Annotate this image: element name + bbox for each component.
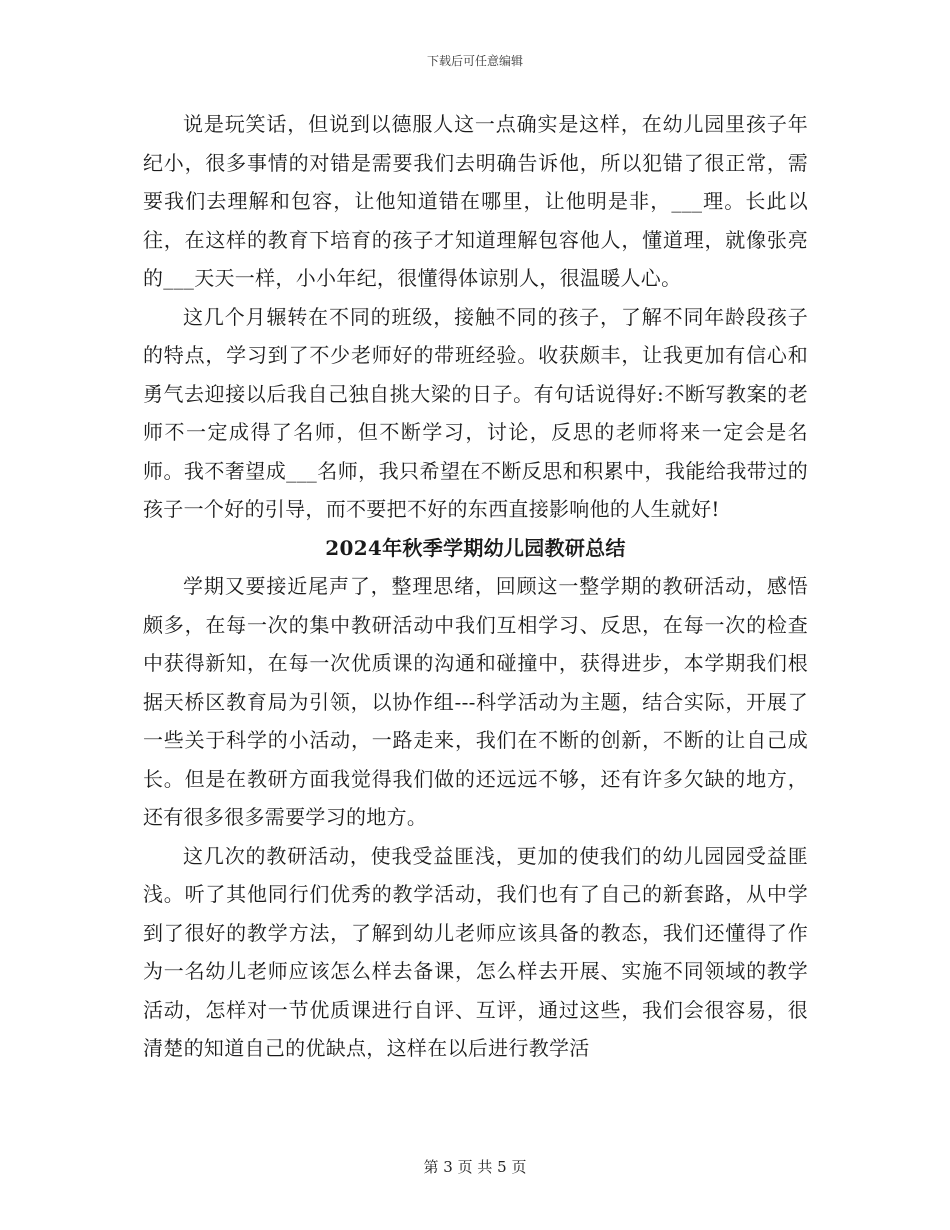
section-title: 2024年秋季学期幼儿园教研总结 [325,535,626,560]
paragraph: 说是玩笑话，但说到以德服人这一点确实是这样，在幼儿园里孩子年纪小，很多事情的对错是需要我们去明确告诉他，所以犯错了很正常，需要我们去理解和包容，让他知道错在哪里，让他明是非，___理。长此以往，在这样的教育下培育的孩子才知道理解包容他人，懂道理，就像张亮的___天天一样，小小年纪，很懂得体谅别人，很温暖人心。 [143,112,808,290]
document-body [143,105,808,1068]
paragraph: 学期又要接近尾声了，整理思绪，回顾这一整学期的教研活动，感悟颇多，在每一次的集中教研活动中我们互相学习、反思，在每一次的检查中获得新知，在每一次优质课的沟通和碰撞中，获得进步，本学期我们根据天桥区教育局为引领，以协作组---科学活动为主题，结合实际，开展了一些关于科学的小活动，一路走来，我们在不断的创新，不断的让自己成长。但是在教研方面我觉得我们做的还远远不够，还有许多欠缺的地方，还有很多很多需要学习的地方。 [143,574,808,829]
page-footer: 第 3 页 共 5 页 [423,1158,527,1176]
paragraph: 这几次的教研活动，使我受益匪浅，更加的使我们的幼儿园园受益匪浅。听了其他同行们优秀的教学活动，我们也有了自己的新套路，从中学到了很好的教学方法，了解到幼儿老师应该具备的教态，我们还懂得了作为一名幼儿老师应该怎么样去备课，怎么样去开展、实施不同领域的教学活动，怎样对一节优质课进行自评、互评，通过这些，我们会很容易，很清楚的知道自己的优缺点，这样在以后进行教学活 [143,843,808,1060]
paragraph: 这几个月辗转在不同的班级，接触不同的孩子，了解不同年龄段孩子的特点，学习到了不少老师好的带班经验。收获颇丰，让我更加有信心和勇气去迎接以后我自己独自挑大梁的日子。有句话说得好:不断写教案的老师不一定成得了名师，但不断学习，讨论，反思的老师将来一定会是名师。我不奢望成___名师，我只希望在不断反思和积累中，我能给我带过的孩子一个好的引导，而不要把不好的东西直接影响他的人生就好! [143,304,808,521]
page-header: 下载后可任意编辑 [426,54,523,68]
